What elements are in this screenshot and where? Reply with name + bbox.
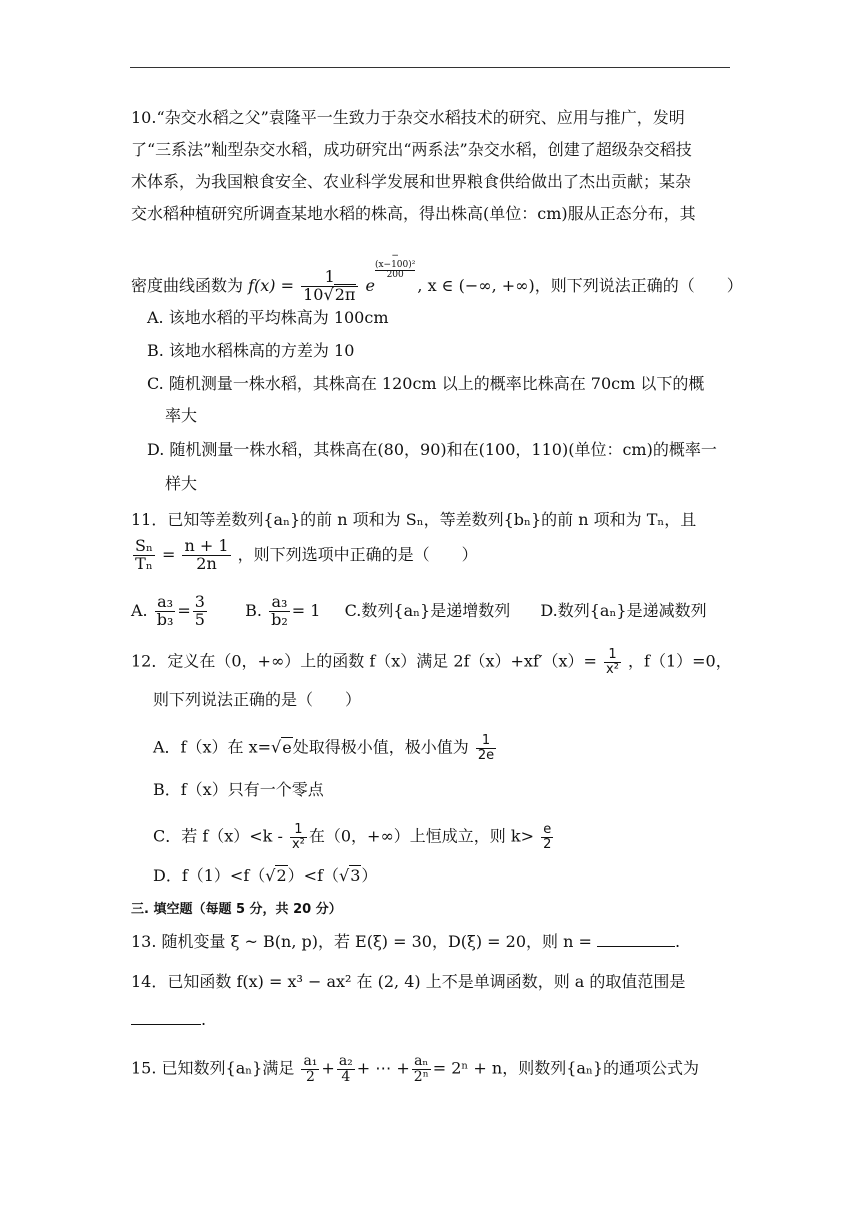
q10-exponent-num: (x−100)² <box>374 260 416 270</box>
q15-term-2 <box>337 1054 355 1084</box>
q13-end: . <box>675 932 681 951</box>
q10-line-1: 10.“杂交水稻之父”袁隆平一生致力于杂交水稻技术的研究、应用与推广，发明 <box>131 108 685 127</box>
q15-start: 15. 已知数列{aₙ}满足 <box>131 1058 295 1078</box>
q11-ratio-eq: = <box>161 544 176 564</box>
q15-rhs: = 2ⁿ + n <box>432 1058 503 1078</box>
q10-option-d-line-1: D. 随机测量一株水稻，其株高在(80，90)和在(100，110)(单位：cm)的概率一 <box>147 440 717 459</box>
q14-line-2 <box>131 1010 206 1030</box>
q10-coeff-num: 1 <box>301 269 358 287</box>
q12-opt-c-frac <box>290 823 307 851</box>
q12-option-a: A．f（x）在 x=√e处取得极小值，极小值为 $\frac{1}{2e}$ <box>153 733 495 763</box>
q15-plus-2: + ⋯ + <box>356 1058 410 1078</box>
q10-exponent <box>375 252 415 280</box>
q15-term-n-den: 2ⁿ <box>413 1068 429 1085</box>
q11-opt-a-lhs-den: b₃ <box>156 609 174 629</box>
q13-line <box>131 932 680 952</box>
q10-line-5 <box>131 252 743 304</box>
q12-opt-d-sqrt2: 2 <box>276 866 287 885</box>
q10-coeff-den: 10√2π <box>303 285 356 304</box>
q10-option-b: B. 该地水稻株高的方差为 10 <box>147 341 355 360</box>
q12-option-c <box>153 823 555 851</box>
q12-stem-frac-num: 1 <box>604 648 621 663</box>
q14-line-1: 14．已知函数 f(x) = x³ − ax² 在 (2, 4) 上不是单调函数，则 a 的取值范围是 <box>131 972 686 991</box>
q12-opt-c-start: C．若 f（x）<k - <box>153 826 283 846</box>
q12-opt-c-mid: 在（0，+∞）上恒成立，则 k> <box>308 826 534 846</box>
q11-ratio-rhs-den: 2n <box>196 553 217 573</box>
q15-term-1-num: a₁ <box>303 1053 318 1069</box>
q12-opt-c-frac2-num: e <box>541 823 553 838</box>
q11-line-2 <box>131 538 478 573</box>
q15-line <box>131 1054 699 1084</box>
q12-opt-d-b: ）<f（ <box>287 866 339 885</box>
q10-option-c-line-1: C. 随机测量一株水稻，其株高在 120cm 以上的概率比株高在 70cm 以下的概 <box>147 374 705 393</box>
q10-option-a: A. 该地水稻的平均株高为 100cm <box>147 308 389 327</box>
q12-opt-c-frac2-den: 2 <box>543 836 552 852</box>
q10-line-3: 术体系，为我国粮食安全、农业科学发展和世界粮食供给做出了杰出贡献；某杂 <box>131 172 692 191</box>
q12-opt-d-c: ） <box>361 866 378 885</box>
q12-opt-a-mid: 处取得极小值，极小值为 <box>292 737 469 757</box>
q12-opt-a-start: A．f（x）在 x= <box>153 737 272 757</box>
q10-density-coeff <box>301 269 358 304</box>
q15-term-2-den: 4 <box>341 1068 351 1085</box>
q12-opt-a-frac <box>476 734 496 762</box>
q12-opt-a-sqrt: e <box>282 737 292 757</box>
q11-ratio-t: Tₙ <box>135 553 153 573</box>
q12-opt-d-a: D．f（1）<f（ <box>153 866 266 885</box>
q11-opt-a-lhs <box>155 594 176 629</box>
q11-line-1: 11．已知等差数列{aₙ}的前 n 项和为 Sₙ，等差数列{bₙ}的前 n 项和为 Tₙ，且 <box>131 510 697 529</box>
q10-option-d-line-2: 样大 <box>165 474 198 493</box>
q12-opt-a-frac-num: 1 <box>476 734 496 749</box>
q13-answer-blank[interactable] <box>597 932 675 947</box>
q14-answer-blank[interactable] <box>131 1010 201 1025</box>
q15-term-n-num: aₙ <box>412 1054 431 1070</box>
q10-stem-end: ，则下列说法正确的（ ） <box>534 276 743 295</box>
q11-opt-b-label: B. <box>245 600 263 620</box>
q14-end: . <box>201 1010 207 1029</box>
q10-line-4: 交水稻种植研究所调查某地水稻的株高，得出株高(单位：cm)服从正态分布，其 <box>131 204 696 223</box>
q15-term-1-den: 2 <box>305 1068 315 1085</box>
q11-opt-c: C.数列{aₙ}是递增数列 <box>344 600 511 620</box>
q11-opt-a-label: A. <box>131 600 148 620</box>
q11-opt-a-lhs-num: a₃ <box>155 594 176 612</box>
q12-opt-a-frac-den: 2e <box>477 747 495 763</box>
q11-options <box>131 594 707 629</box>
q15-plus-1: + <box>321 1058 335 1078</box>
q11-stem-end: ，则下列选项中正确的是（ ） <box>237 544 478 564</box>
q11-opt-a-rhs-num: 3 <box>194 592 205 611</box>
q15-end: ，则数列{aₙ}的通项公式为 <box>502 1058 700 1078</box>
q12-opt-c-frac-num: 1 <box>290 823 307 838</box>
q11-opt-a-eq: = <box>177 600 191 620</box>
q12-opt-c-frac2 <box>541 823 553 851</box>
q10-density-intro: 密度曲线函数为 <box>131 276 244 295</box>
section-fill-in-heading: 三. 填空题（每题 5 分，共 20 分） <box>131 902 342 917</box>
q11-opt-a-rhs <box>193 594 207 629</box>
q13-text: 13. 随机变量 ξ ~ B(n, p)，若 E(ξ) = 30，D(ξ) = 20，则 n = <box>131 932 592 951</box>
q10-domain: , x ∈ (−∞, +∞) <box>417 276 535 295</box>
q10-coeff-den-ten: 10 <box>303 285 324 304</box>
q12-stem-frac <box>604 648 621 676</box>
q10-coeff-den-root: 2π <box>334 285 356 304</box>
q11-opt-b-den: b₂ <box>271 609 288 629</box>
q11-ratio-rhs-num: n + 1 <box>184 536 229 555</box>
q12-stem-start: 12．定义在（0，+∞）上的函数 f（x）满足 2f（x）+xf′（x）= <box>131 651 597 671</box>
q15-term-n <box>412 1054 431 1084</box>
q11-opt-a-rhs-den: 5 <box>194 609 205 629</box>
q10-exponent-sign: − <box>391 251 399 261</box>
q12-opt-c-frac-den: x² <box>291 836 305 852</box>
header-rule <box>130 67 730 68</box>
q12-stem-frac-den: x² <box>606 661 619 677</box>
q11-opt-d: D.数列{aₙ}是递减数列 <box>540 600 707 620</box>
q15-term-1 <box>301 1054 319 1084</box>
q12-option-d: D．f（1）<f（√2）<f（√3） <box>153 866 378 885</box>
q11-opt-b-frac <box>269 594 290 629</box>
q12-option-b: B．f（x）只有一个零点 <box>153 780 324 799</box>
q12-line-2: 则下列说法正确的是（ ） <box>153 690 362 709</box>
q10-line-2: 了“三系法”籼型杂交水稻，成功研究出“两系法”杂交水稻，创建了超级杂交稻技 <box>131 140 692 159</box>
q11-ratio-rhs <box>182 538 230 573</box>
q12-line-1 <box>131 648 732 676</box>
q11-ratio-lhs <box>133 538 155 573</box>
q12-opt-d-sqrt3: 3 <box>350 866 361 885</box>
q11-opt-b-rest: = 1 <box>291 600 321 620</box>
q12-stem-cond: ，f（1）=0， <box>628 651 732 671</box>
q10-exponent-den: 200 <box>386 270 404 280</box>
q15-term-2-num: a₂ <box>338 1053 353 1069</box>
q11-opt-b-num: a₃ <box>269 594 290 612</box>
q11-ratio-s: Sₙ <box>135 536 153 555</box>
q10-option-c-line-2: 率大 <box>165 406 198 425</box>
q10-fx: f(x) = <box>248 276 295 295</box>
q10-e: e <box>365 276 375 295</box>
